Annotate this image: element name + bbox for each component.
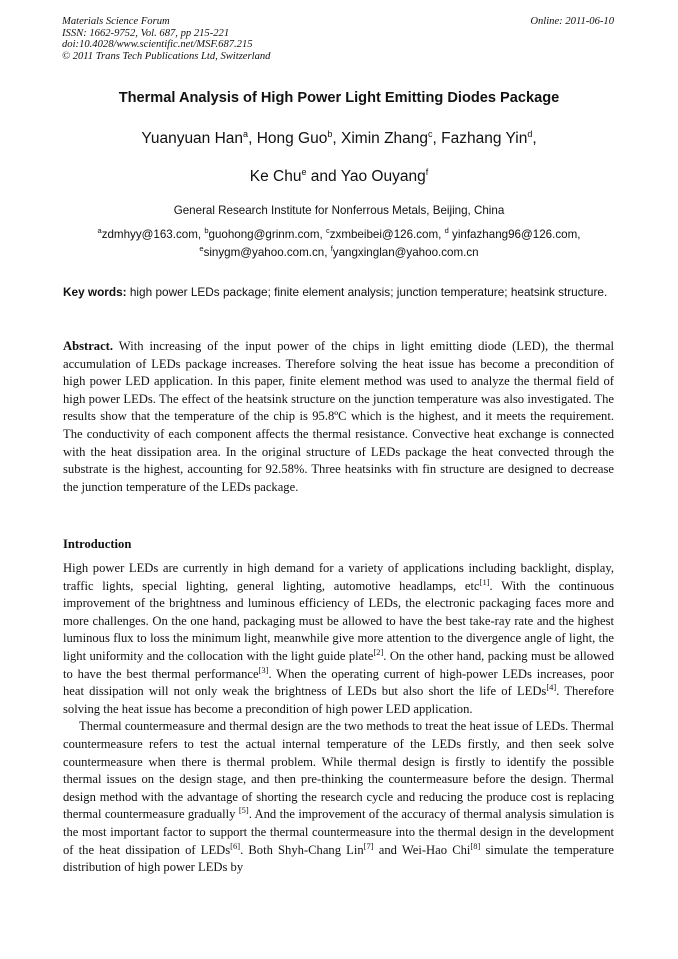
introduction-heading: Introduction — [63, 537, 132, 551]
email-separator: , — [319, 228, 326, 241]
citation-ref[interactable]: [8] — [470, 840, 481, 851]
email-address[interactable]: zxmbeibei@126.com — [329, 228, 439, 241]
author-separator: , — [248, 130, 257, 147]
author-mark: e — [301, 166, 307, 177]
paragraph-text: High power LEDs are currently in high demand for a variety of applications including backlight, display, traffic lights, special lighting, general lighting, automotive headlamps, etc — [63, 561, 614, 593]
journal-name: Materials Science Forum — [62, 16, 170, 27]
citation-ref[interactable]: [3] — [258, 664, 269, 675]
email-line-2 — [0, 246, 678, 259]
citation-ref[interactable]: [4] — [546, 681, 557, 692]
doi-line: doi:10.4028/www.scientific.net/MSF.687.215 — [62, 39, 253, 50]
email-mark: f — [330, 244, 333, 254]
keywords-text: high power LEDs package; finite element analysis; junction temperature; heatsink structure. — [126, 285, 608, 299]
paragraph-text: simulate the temperature distribution of high power LEDs by — [63, 842, 615, 875]
email-address[interactable]: sinygm@yahoo.com.cn — [203, 246, 325, 259]
author-mark: c — [428, 128, 433, 139]
keywords-label: Key words: — [63, 285, 127, 299]
author-name: Ke Chu — [249, 168, 302, 185]
introduction-paragraph-2 — [63, 718, 614, 876]
email-line-1 — [0, 228, 678, 241]
author-separator: and — [306, 168, 341, 185]
introduction-paragraph-1 — [63, 560, 614, 718]
citation-ref[interactable]: [6] — [230, 840, 241, 851]
author-separator: , — [532, 130, 537, 147]
paper-title: Thermal Analysis of High Power Light Emitting Diodes Package — [118, 90, 560, 106]
email-mark: d — [444, 226, 449, 236]
citation-ref[interactable]: [1] — [479, 576, 490, 587]
author-separator: , — [432, 130, 442, 147]
keywords-paragraph — [63, 283, 614, 302]
paragraph-text: . Therefore solving the heat issue has become a precondition of high power LED application. — [63, 684, 614, 716]
email-address[interactable]: guohong@grinm.com — [208, 228, 320, 241]
author-mark: a — [243, 128, 249, 139]
author-mark: b — [327, 128, 333, 139]
affiliation: General Research Institute for Nonferrous Metals, Beijing, China — [173, 204, 505, 217]
author-name: Fazhang Yin — [441, 130, 528, 147]
paragraph-text: . Both Shyh-Chang Lin — [240, 842, 364, 857]
email-separator: , — [324, 246, 331, 259]
citation-ref[interactable]: [2] — [373, 646, 384, 657]
online-date: Online: 2011-06-10 — [530, 16, 614, 27]
author-name: Yuanyuan Han — [141, 130, 244, 147]
journal-header — [62, 16, 614, 62]
paragraph-text: Thermal countermeasure and thermal design are the two methods to treat the heat issue of LEDs. Thermal countermeasure refers to test the actual internal temperature of the LEDs firstly, and then seek solve countermeasure when there is thermal problem. While thermal design is firstly to identify the possible thermal issues on the design stage, and then pre-thinking the countermeasure before the design. Thermal design method with the advantage of shorting the research cycle and reducing the produce cost is replacing thermal countermeasure gradually — [63, 719, 614, 822]
author-line-2 — [0, 168, 678, 186]
copyright-line: © 2011 Trans Tech Publications Ltd, Switzerland — [62, 50, 271, 62]
citation-ref[interactable]: [5] — [238, 805, 249, 816]
author-name: Hong Guo — [256, 130, 328, 147]
author-mark: d — [527, 128, 533, 139]
email-address[interactable]: zdmhyy@163.com — [101, 228, 198, 241]
author-name: Ximin Zhang — [341, 130, 429, 147]
author-mark: f — [425, 166, 429, 177]
email-address[interactable]: yangxinglan@yahoo.com.cn — [332, 246, 479, 259]
email-mark: a — [97, 226, 102, 236]
paragraph-text: . With the continuous improvement of the brightness and luminous efficiency of LEDs, the electronic packaging faces more and more challenges. On the one hand, packaging must be allowed to have the best take-ray rate and the highest luminous flux to loss the minimum light, meanwhile give more attention to the divergence angle of light, the light uniformity and the collocation with the light guide plate — [63, 578, 614, 663]
email-separator: , — [197, 228, 205, 241]
citation-ref[interactable]: [7] — [363, 840, 374, 851]
email-separator: , — [577, 228, 581, 241]
author-line-1 — [0, 130, 678, 148]
abstract-label: Abstract. — [63, 339, 114, 353]
email-mark: c — [325, 226, 330, 236]
paragraph-text: . On the other hand, packing must be allowed to have the best thermal performance — [63, 648, 615, 681]
introduction-body — [63, 560, 614, 877]
email-mark: e — [199, 244, 204, 254]
author-name: Yao Ouyang — [340, 168, 426, 185]
issn-line: ISSN: 1662-9752, Vol. 687, pp 215-221 — [62, 27, 230, 39]
email-address[interactable]: yinfazhang96@126.com — [448, 228, 578, 241]
abstract-text: With increasing of the input power of the chips in light emitting diode (LED), the thermal accumulation of LEDs package increases. Therefore solving the heat issue has become a precondition of high power LED application. In this paper, finite element method was used to analyze the thermal field of high power LEDs. The effect of the heatsink structure on the junction temperature was also investigated. The results show that the temperature of the chip is 95.8ºC which is the highest, and it meets the requirement. The conductivity of each component affects the thermal resistance. Convective heat exchange is connected with the heat dissipation area. In the original structure of LEDs package the heat convected through the substrate is the highest, accounting for 92.58%. Three heatsinks with fin structure are designed to decrease the junction temperature of the LEDs package. — [63, 339, 614, 494]
paragraph-text: . And the improvement of the accuracy of thermal analysis simulation is the most important factor to support the thermal countermeasure into the thermal design in the development of the heat dissipation of LEDs — [63, 807, 615, 857]
email-mark: b — [204, 226, 209, 236]
author-separator: , — [332, 130, 341, 147]
paragraph-text: . When the operating current of high-power LEDs increases, poor heat dissipation will not only weak the brightness of LEDs but also short the life of LEDs — [63, 666, 614, 699]
abstract-paragraph — [63, 338, 614, 496]
paragraph-text: and Wei-Hao Chi — [373, 842, 471, 857]
email-separator: , — [438, 228, 445, 241]
